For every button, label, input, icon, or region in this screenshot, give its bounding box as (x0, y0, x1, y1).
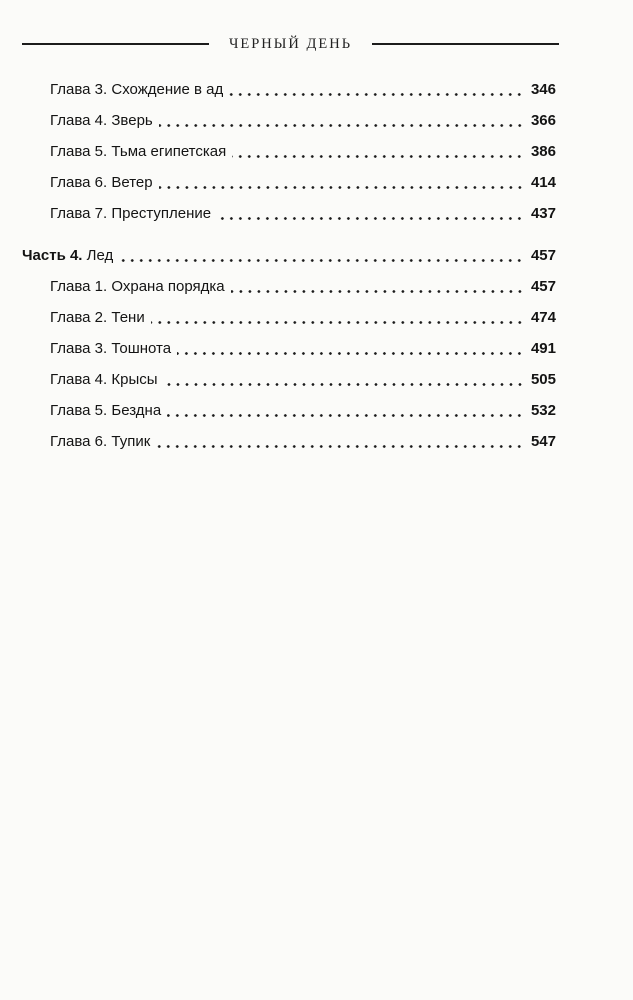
dot-leader (159, 124, 524, 127)
toc-entry (50, 307, 556, 329)
dot-leader (177, 352, 524, 355)
toc-entry (50, 110, 556, 132)
toc-page-number: 457 (530, 247, 556, 264)
dot-leader (119, 259, 524, 262)
toc-page-number: 346 (530, 81, 556, 98)
toc-entry-title: Глава 7. Преступление (50, 205, 212, 222)
head-rule-right (372, 43, 559, 45)
toc-entry (50, 369, 556, 391)
running-head-title: ЧЕРНЫЙ ДЕНЬ (228, 35, 353, 52)
toc-entry-title: Глава 5. Тьма египетская (50, 143, 227, 160)
toc-entry-title: Глава 3. Тошнота (50, 340, 172, 357)
dot-leader (156, 445, 524, 448)
toc-entry (50, 203, 556, 225)
toc-entry (50, 338, 556, 360)
dot-leader (217, 217, 524, 220)
toc-entry-title: Глава 2. Тени (50, 309, 145, 326)
toc-entry-title: Глава 6. Ветер (50, 174, 153, 191)
dot-leader (229, 93, 524, 96)
toc-part-entry (22, 245, 556, 267)
toc-entry-title: Глава 1. Охрана порядка (50, 278, 225, 295)
toc-page-number: 437 (530, 205, 556, 222)
toc-page-number: 547 (530, 433, 556, 450)
toc-entry (50, 172, 556, 194)
dot-leader (231, 290, 524, 293)
toc-entry (50, 79, 556, 101)
toc-part-title: Часть 4. Лед (22, 247, 114, 264)
dot-leader (159, 186, 524, 189)
toc-page-number: 414 (530, 174, 556, 191)
toc-page-number: 491 (530, 340, 556, 357)
dot-leader (151, 321, 524, 324)
toc-page-number: 505 (530, 371, 556, 388)
toc-page-number: 366 (530, 112, 556, 129)
toc-entry-title: Глава 4. Зверь (50, 112, 153, 129)
toc-entry (50, 141, 556, 163)
head-rule-left (22, 43, 209, 45)
toc-entry-title: Глава 5. Бездна (50, 402, 162, 419)
dot-leader (167, 414, 524, 417)
toc-entry (50, 276, 556, 298)
toc-entry-title: Глава 3. Схождение в ад (50, 81, 224, 98)
running-head (22, 34, 559, 54)
toc-page-number: 532 (530, 402, 556, 419)
toc-entry-title: Глава 4. Крысы (50, 371, 158, 388)
toc-entry (50, 431, 556, 453)
toc-entry (50, 400, 556, 422)
dot-leader (164, 383, 524, 386)
toc-page-number: 474 (530, 309, 556, 326)
toc-page-number: 386 (530, 143, 556, 160)
dot-leader (232, 155, 524, 158)
toc-page-number: 457 (530, 278, 556, 295)
toc-entry-title: Глава 6. Тупик (50, 433, 151, 450)
